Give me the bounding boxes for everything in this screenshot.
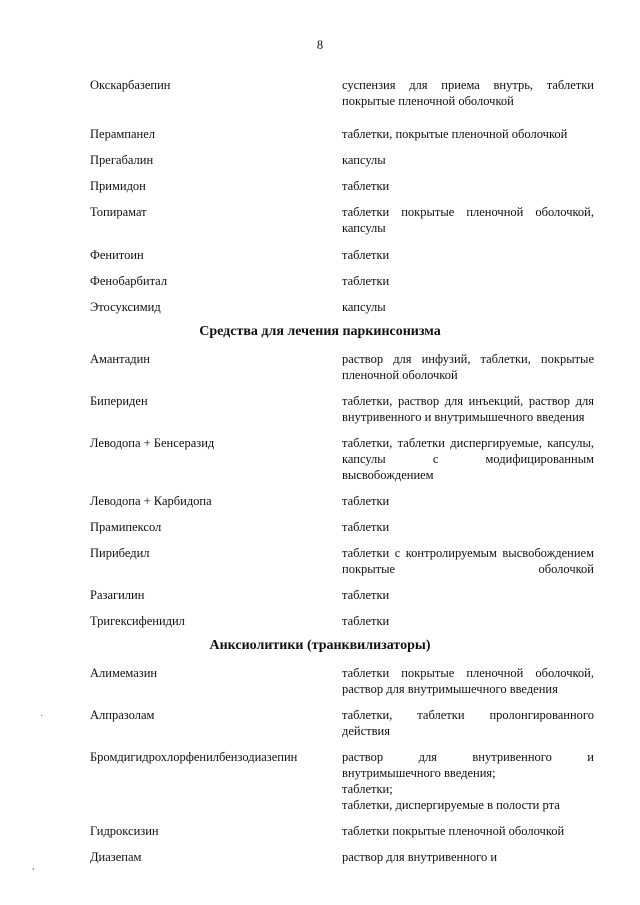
drug-name: Топирамат <box>90 205 147 219</box>
drug-name: Тригексифенидил <box>90 614 185 628</box>
dosage-form: таблетки покрытые пленочной оболочкой <box>342 824 565 838</box>
list-item <box>90 273 594 289</box>
dosage-form: таблетки <box>342 588 390 602</box>
list-item <box>90 823 594 839</box>
drug-name: Леводопа + Карбидопа <box>90 494 212 508</box>
drug-name: Амантадин <box>90 352 150 366</box>
drug-name: Примидон <box>90 179 146 193</box>
drug-list <box>90 77 594 865</box>
list-item <box>90 152 594 168</box>
dosage-form: раствор для инфузий, таблетки, покрытые пленочной оболочкой <box>342 352 594 382</box>
list-item <box>90 519 594 535</box>
list-item <box>90 126 594 142</box>
list-item <box>90 849 594 865</box>
dosage-form: таблетки <box>342 520 390 534</box>
dosage-form: таблетки, таблетки пролонгированного действия <box>342 708 594 738</box>
list-item <box>90 178 594 194</box>
scan-speck: · <box>40 711 44 722</box>
page-number: 8 <box>316 38 324 52</box>
section-heading: Анксиолитики (транквилизаторы) <box>209 638 431 653</box>
scan-speck: , <box>32 861 35 872</box>
list-item <box>90 493 594 509</box>
list-item <box>90 545 594 577</box>
dosage-form: таблетки, раствор для инъекций, раствор для внутривенного и внутримышечного введения <box>342 394 594 424</box>
drug-name: Алимемазин <box>90 666 158 680</box>
list-item <box>90 749 594 813</box>
drug-name: Фенитоин <box>90 248 144 262</box>
drug-name: Алпразолам <box>90 708 155 722</box>
list-item <box>90 435 594 483</box>
drug-name: Леводопа + Бенсеразид <box>90 436 215 450</box>
drug-name: Бипериден <box>90 394 148 408</box>
dosage-form: раствор для внутривенного и внутримышечного введения; таблетки; таблетки, диспергируемые в полости рта <box>342 750 594 812</box>
dosage-form: таблетки <box>342 494 390 508</box>
drug-name: Окскарбазепин <box>90 78 171 92</box>
dosage-form: таблетки, таблетки диспергируемые, капсулы, капсулы с модифицированным высвобождением <box>342 436 594 482</box>
dosage-form: таблетки покрытые пленочной оболочкой, капсулы <box>342 205 594 235</box>
dosage-form: таблетки с контролируемым высвобождением покрытые оболочкой <box>342 546 594 576</box>
dosage-form: капсулы <box>342 300 386 314</box>
drug-name: Пирибедил <box>90 546 150 560</box>
drug-name: Перампанел <box>90 127 155 141</box>
list-item <box>90 77 594 109</box>
drug-name: Диазепам <box>90 850 142 864</box>
drug-name: Прегабалин <box>90 153 154 167</box>
drug-name: Прамипексол <box>90 520 162 534</box>
list-item <box>90 707 594 739</box>
dosage-form: капсулы <box>342 153 386 167</box>
drug-name: Разагилин <box>90 588 145 602</box>
dosage-form: таблетки <box>342 179 390 193</box>
list-item <box>90 299 594 315</box>
drug-name: Фенобарбитал <box>90 274 168 288</box>
list-item <box>90 613 594 629</box>
dosage-form: таблетки <box>342 248 390 262</box>
dosage-form: таблетки, покрытые пленочной оболочкой <box>342 127 568 141</box>
list-item <box>90 247 594 263</box>
dosage-form: раствор для внутривенного и <box>342 850 498 864</box>
dosage-form: таблетки покрытые пленочной оболочкой, раствор для внутримышечного введения <box>342 666 594 696</box>
dosage-form: таблетки <box>342 614 390 628</box>
drug-name: Этосуксимид <box>90 300 161 314</box>
list-item <box>90 665 594 697</box>
list-item <box>90 587 594 603</box>
drug-name: Гидроксизин <box>90 824 159 838</box>
dosage-form: таблетки <box>342 274 390 288</box>
list-item <box>90 204 594 236</box>
list-item <box>90 393 594 425</box>
section-heading: Средства для лечения паркинсонизма <box>199 324 441 339</box>
list-item <box>90 351 594 383</box>
drug-name: Бромдигидрохлорфенилбензодиазепин <box>90 750 298 764</box>
dosage-form: суспензия для приема внутрь, таблетки покрытые пленочной оболочкой <box>342 78 594 108</box>
